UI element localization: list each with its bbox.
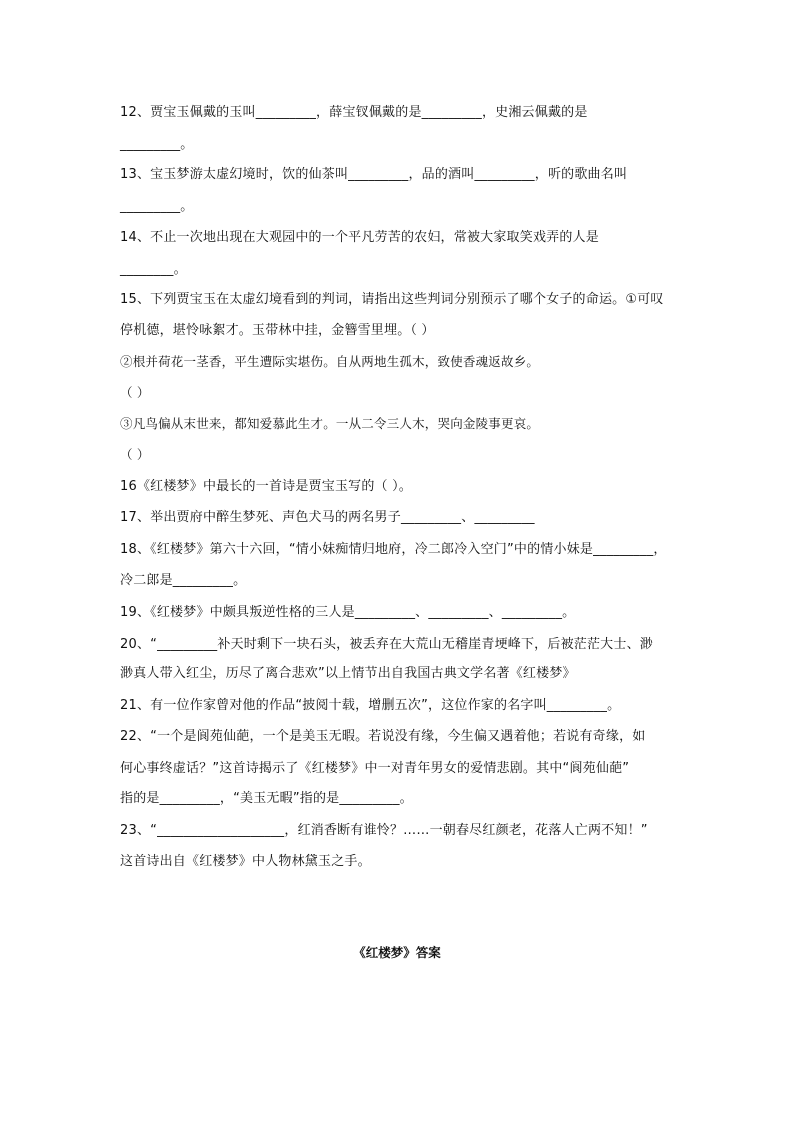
q22-line1: 22、“一个是阆苑仙葩，一个是美玉无暇。若说没有缘，今生偏又遇着他；若说有奇缘，如 [120, 729, 646, 744]
q12-line1: 12、贾宝玉佩戴的玉叫_________，薛宝钗佩戴的是_________，史湘云佩戴的是 [120, 105, 588, 120]
q15-line6: （ ） [120, 447, 150, 462]
q12-line2: _________。 [120, 137, 194, 152]
q22-line2: 何心事终虚话？”这首诗揭示了《红楼梦》中一对青年男女的爱情悲剧。其中“阆苑仙葩” [120, 761, 630, 776]
q15-line2: 停机德，堪怜咏絮才。玉带林中挂，金簪雪里埋。（ ） [120, 323, 435, 338]
q14-line1: 14、不止一次地出现在大观园中的一个平凡劳苦的农妇，常被大家取笑戏弄的人是 [120, 230, 599, 245]
q18-line1: 18、《红楼梦》第六十六回，“情小妹痴情归地府，冷二郎冷入空门”中的情小妹是_________， [120, 542, 667, 557]
q22-line3: 指的是_________，“美玉无暇”指的是_________。 [120, 791, 413, 806]
q18-line2: 冷二郎是_________。 [120, 573, 247, 588]
q17-line1: 17、举出贾府中醉生梦死、声色犬马的两名男子_________、_________ [120, 510, 535, 525]
q14-line2: ________。 [120, 262, 187, 277]
q15-line5: ③凡鸟偏从末世来，都知爱慕此生才。一从二令三人木，哭向金陵事更哀。 [120, 416, 540, 431]
q23-line1: 23、“___________________，红消香断有谁怜？……一朝春尽红颜老，花落人亡两不知！” [120, 823, 648, 838]
q15-line3: ②根并荷花一茎香，平生遭际实堪伤。自从两地生孤木，致使香魂返故乡。 [120, 354, 540, 369]
q20-line1: 20、“_________补天时剩下一块石头，被丢弃在大荒山无稽崖青埂峰下，后被茫茫大士、渺 [120, 637, 653, 652]
q21-line1: 21、有一位作家曾对他的作品“披阅十载，增删五次”，这位作家的名字叫_________。 [120, 698, 621, 713]
q23-line2: 这首诗出自《红楼梦》中人物林黛玉之手。 [120, 854, 371, 869]
answer-section-title: 《红楼梦》答案 [353, 945, 441, 960]
q15-line1: 15、下列贾宝玉在太虚幻境看到的判词，请指出这些判词分别预示了哪个女子的命运。①可叹 [120, 292, 664, 307]
q20-line2: 渺真人带入红尘，历尽了离合悲欢”以上情节出自我国古典文学名著《红楼梦》 [120, 666, 576, 681]
q13-line2: _________。 [120, 199, 194, 214]
q13-line1: 13、宝玉梦游太虚幻境时，饮的仙茶叫_________，品的酒叫_________，听的歌曲名叫 [120, 167, 628, 182]
q16-line1: 16《红楼梦》中最长的一首诗是贾宝玉写的（ ）。 [120, 479, 412, 494]
q15-line4: （ ） [120, 385, 150, 400]
q19-line1: 19、《红楼梦》中颇具叛逆性格的三人是_________、_________、_________。 [120, 605, 576, 620]
